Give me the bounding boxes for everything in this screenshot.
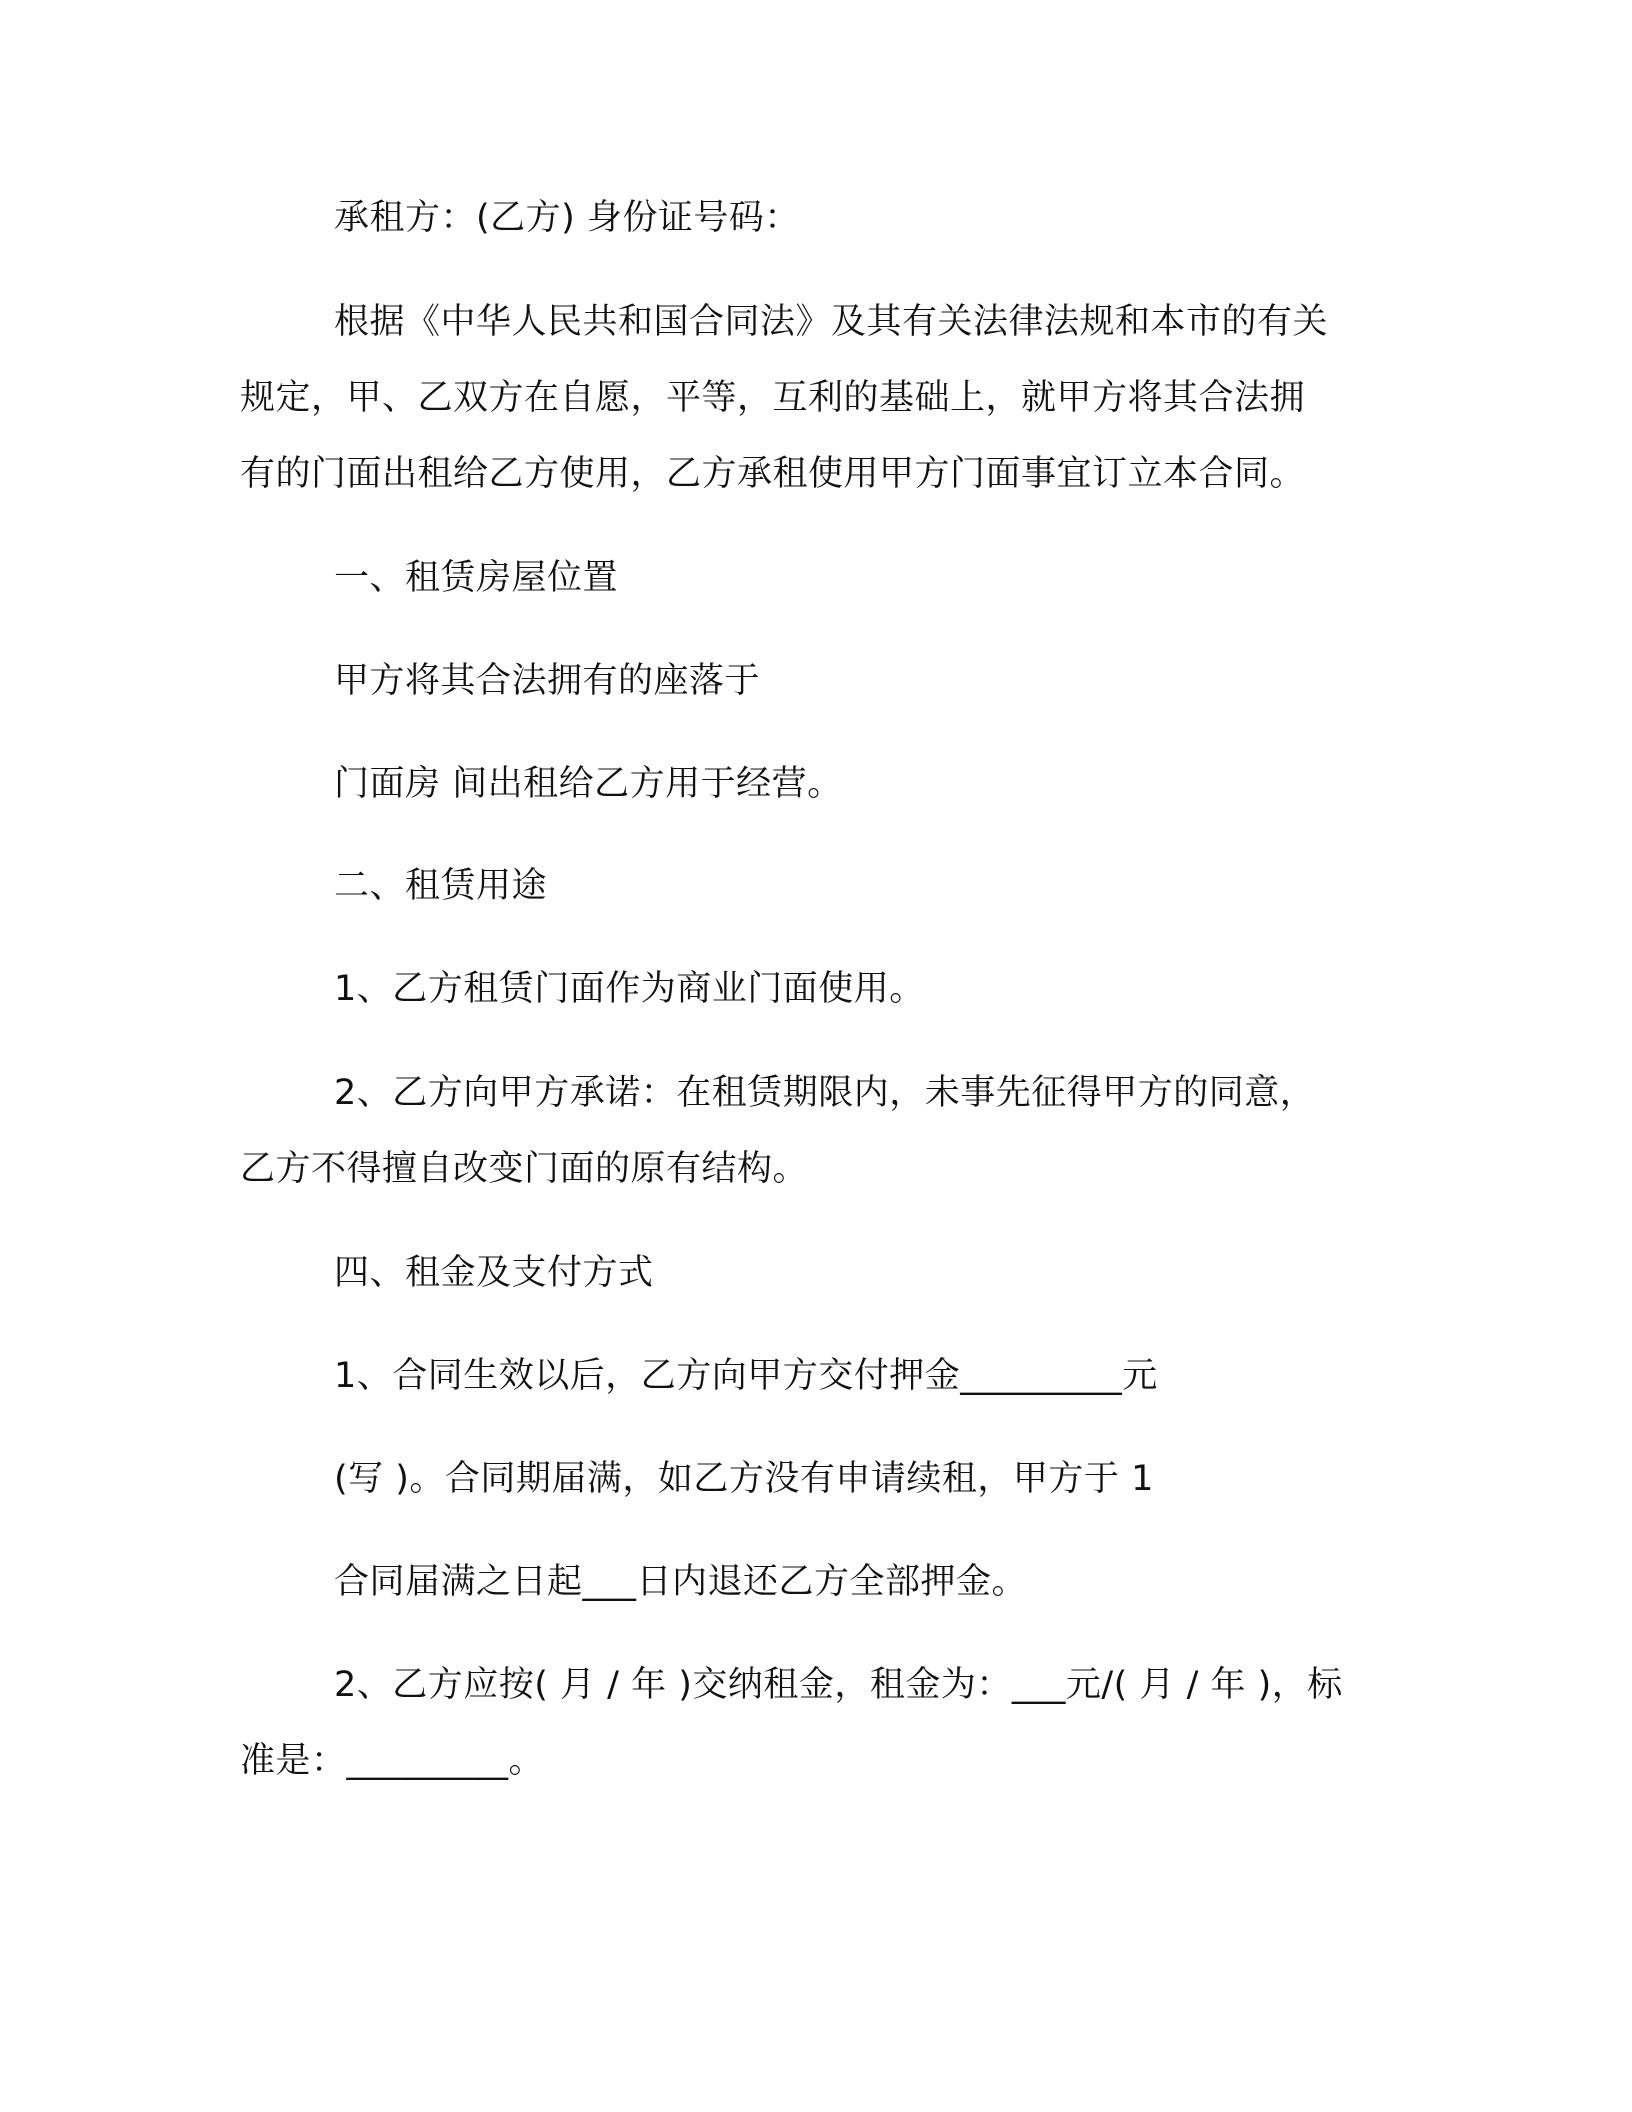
- rent-item-2-line-1: 2、乙方应按( 月 / 年 )交纳租金，租金为：___元/( 月 / 年 )，标: [334, 1665, 1343, 1705]
- location-line-1: 甲方将其合法拥有的座落于: [334, 661, 761, 701]
- rent-item-2-line-2: 准是：_________。: [240, 1741, 545, 1781]
- preamble-line-3: 有的门面出租给乙方使用，乙方承租使用甲方门面事宜订立本合同。: [240, 454, 1306, 494]
- preamble-line-1: 根据《中华人民共和国合同法》及其有关法律法规和本市的有关: [334, 302, 1329, 342]
- rent-item-1-line-3: 合同届满之日起___日内退还乙方全部押金。: [334, 1562, 1028, 1602]
- section-heading-location: 一、租赁房屋位置: [334, 558, 619, 598]
- location-line-2: 门面房 间出租给乙方用于经营。: [334, 764, 843, 804]
- rent-item-1-line-1: 1、合同生效以后，乙方向甲方交付押金_________元: [334, 1356, 1158, 1396]
- usage-item-2-line-1: 2、乙方向甲方承诺：在租赁期限内，未事先征得甲方的同意，: [334, 1073, 1316, 1113]
- rent-item-1-line-2: (写 )。合同期届满，如乙方没有申请续租，甲方于 1: [334, 1459, 1154, 1499]
- preamble-line-2: 规定，甲、乙双方在自愿，平等，互利的基础上，就甲方将其合法拥: [240, 378, 1306, 418]
- lessee-id-line: 承租方：(乙方) 身份证号码：: [334, 198, 800, 238]
- section-heading-rent: 四、租金及支付方式: [334, 1253, 654, 1293]
- section-heading-usage: 二、租赁用途: [334, 866, 548, 906]
- usage-item-1: 1、乙方租赁门面作为商业门面使用。: [334, 969, 925, 1009]
- usage-item-2-line-2: 乙方不得擅自改变门面的原有结构。: [240, 1149, 809, 1189]
